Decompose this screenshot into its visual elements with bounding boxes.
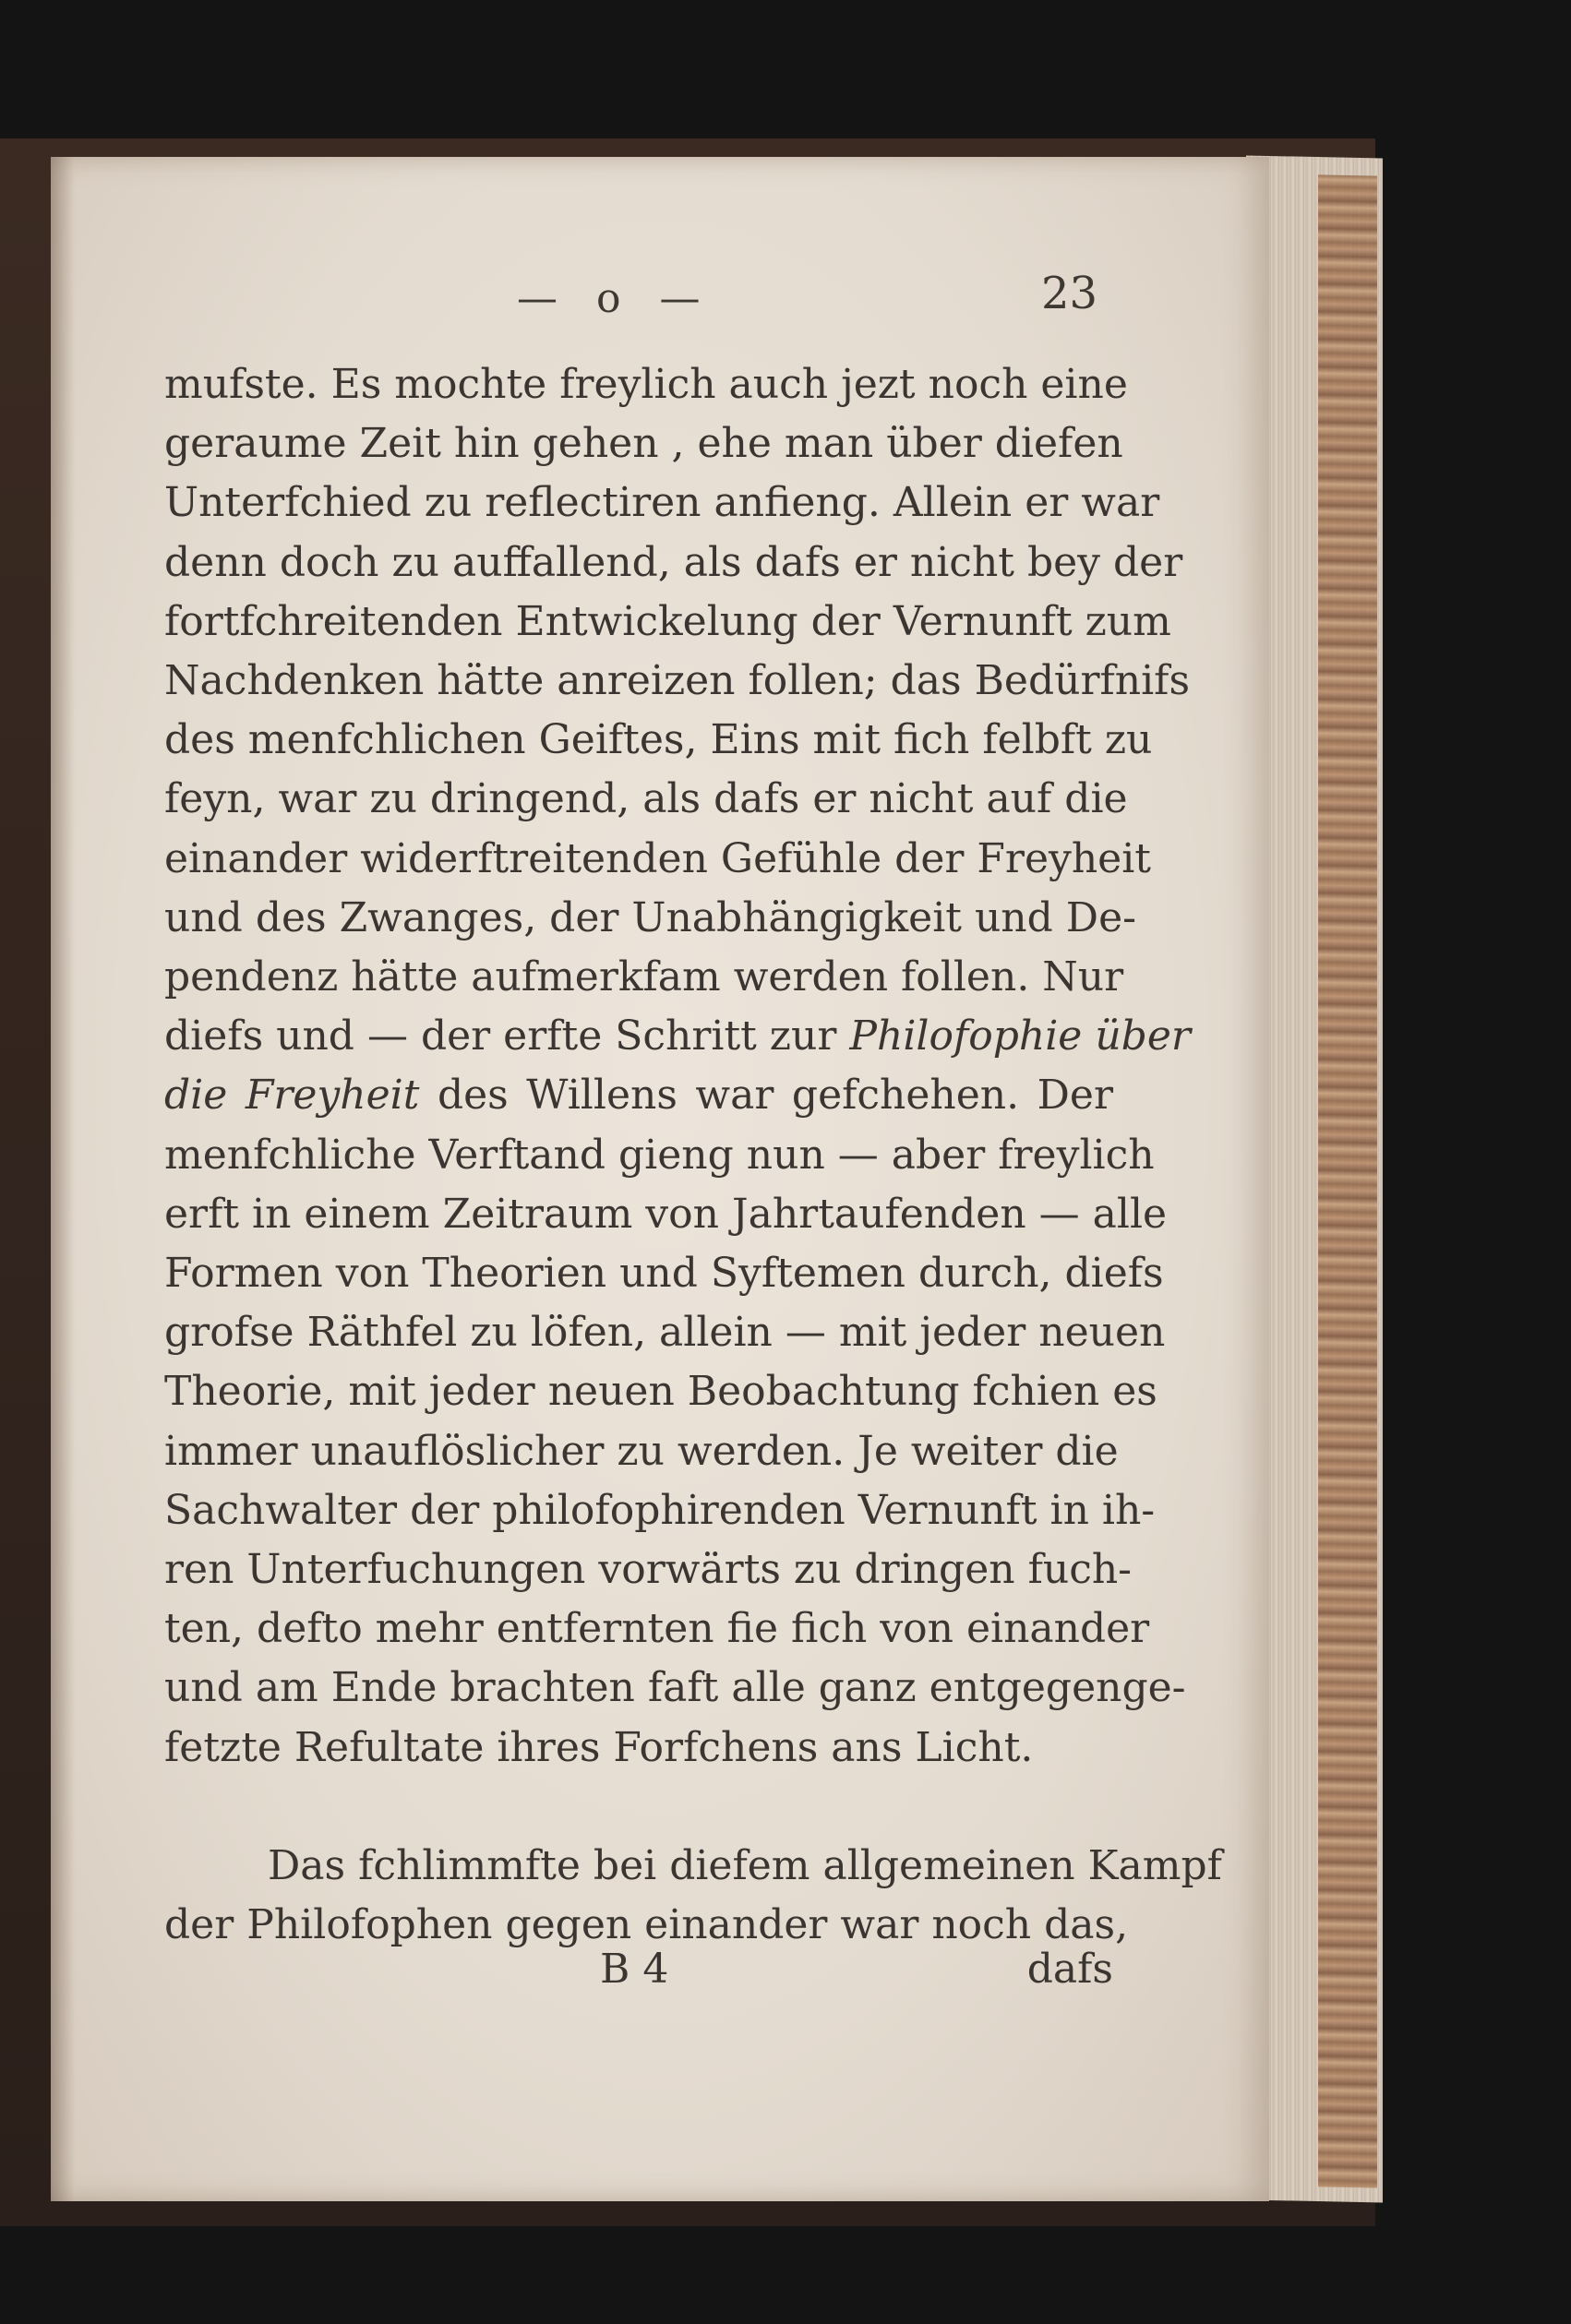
header-ornament: — o — [517, 275, 714, 322]
text-line: menfchliche Verftand gieng nun — aber freylich [164, 1131, 1155, 1179]
text-line: pendenz hätte aufmerkfam werden follen. Nur [164, 953, 1124, 1001]
text-line: fetzte Refultate ihres Forfchens ans Licht. [164, 1723, 1034, 1771]
text-line: Nachdenken hätte anreizen follen; das Bedürfnifs [164, 657, 1191, 705]
page-footer [164, 1946, 1113, 2001]
gutter-shadow [51, 157, 75, 2201]
text-line: Theorie, mit jeder neuen Beobachtung fchien es [164, 1368, 1157, 1416]
text-line: ren Unterfuchungen vorwärts zu dringen fuch- [164, 1546, 1133, 1594]
text-line: immer unauflöslicher zu werden. Je weiter die [164, 1427, 1119, 1475]
text-line: ten, defto mehr entfernten fie fich von einander [164, 1605, 1150, 1653]
text-line: und des Zwanges, der Unabhängigkeit und De- [164, 893, 1136, 941]
text-line: mufste. Es mochte freylich auch jezt noch eine [164, 361, 1128, 408]
stained-page-edge [1318, 174, 1377, 2187]
text-line: Sachwalter der philofophirenden Vernunft in ih- [164, 1486, 1156, 1534]
page-number: 23 [1041, 268, 1098, 319]
italic-title: die Freyheit [164, 1072, 420, 1120]
text-line: der Philofophen gegen einander war noch das, [164, 1901, 1129, 1949]
body-text [164, 355, 1222, 1955]
text-line: denn doch zu auffallend, als dafs er nicht bey der [164, 538, 1183, 586]
text-line: und am Ende brachten faft alle ganz entgegenge- [164, 1664, 1186, 1712]
text-line-mixed [164, 1066, 1113, 1125]
text-line: erft in einem Zeitraum von Jahrtaufenden — alle [164, 1190, 1168, 1238]
text-roman: des Willens war gefchehen. Der [437, 1072, 1113, 1120]
catchword: dafs [1026, 1946, 1113, 1993]
signature-mark: B 4 [600, 1946, 669, 1993]
paragraph-gap [164, 1778, 1113, 1837]
italic-title: Philofophie über [849, 1012, 1191, 1060]
text-line: geraume Zeit hin gehen , ehe man über diefen [164, 420, 1123, 468]
text-line: Formen von Theorien und Syftemen durch, diefs [164, 1250, 1164, 1298]
text-line: feyn, war zu dringend, als dafs er nicht auf die [164, 775, 1128, 823]
text-line: Das fchlimmfte bei diefem allgemeinen Kampf [268, 1841, 1222, 1889]
text-line: fortfchreitenden Entwickelung der Vernunft zum [164, 597, 1171, 645]
text-line: des menfchlichen Geiftes, Eins mit fich felbft zu [164, 716, 1153, 764]
text-roman: diefs und — der erfte Schritt zur [164, 1012, 837, 1060]
text-line: Unterfchied zu reflectiren anfieng. Allein er war [164, 479, 1160, 527]
text-line: einander widerftreitenden Gefühle der Freyheit [164, 834, 1151, 882]
text-line: grofse Räthfel zu löfen, allein — mit jeder neuen [164, 1309, 1166, 1357]
text-line-mixed [164, 1007, 1191, 1066]
